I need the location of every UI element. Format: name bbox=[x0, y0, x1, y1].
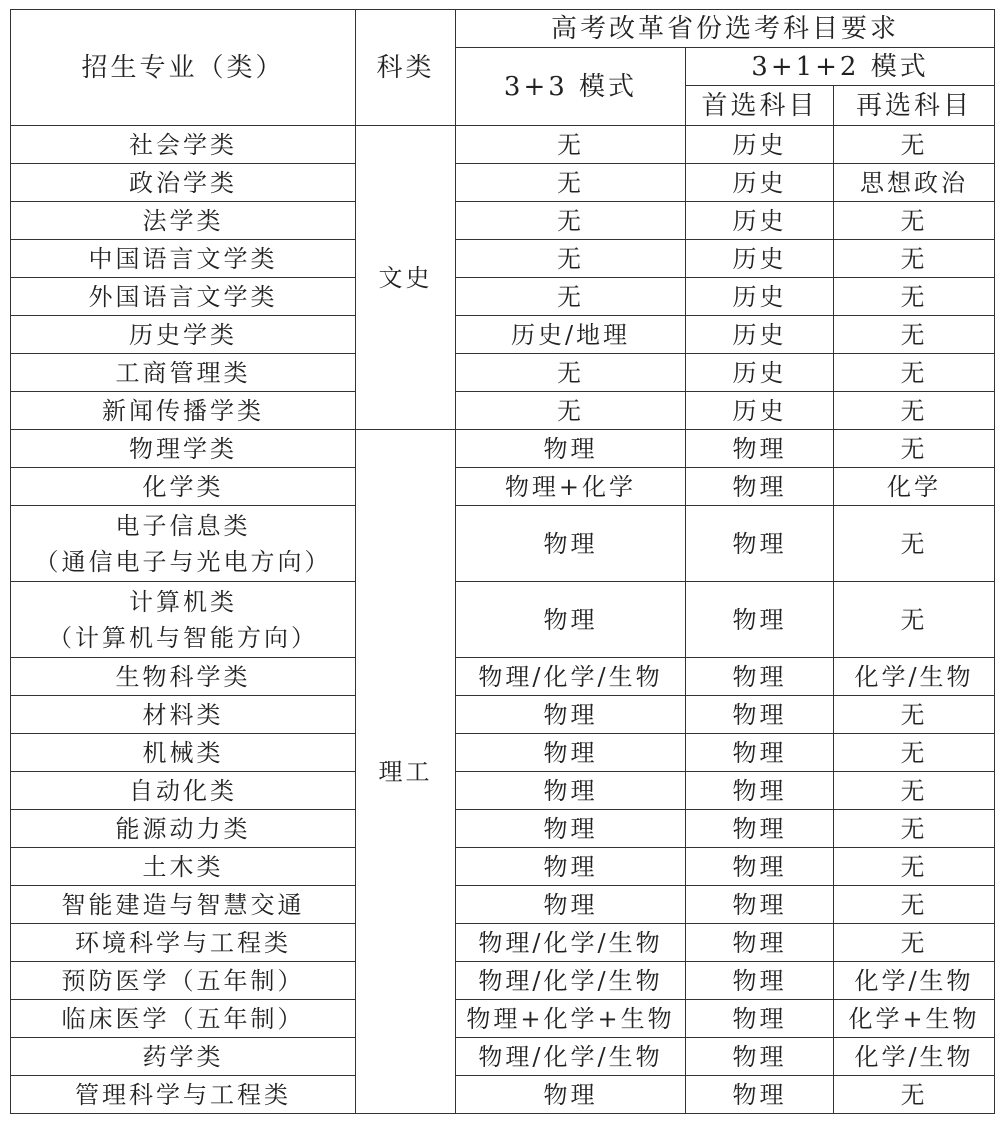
major-name: 法学类 bbox=[142, 206, 224, 235]
header-major: 招生专业（类） bbox=[11, 10, 356, 126]
re-choice-cell: 思想政治 bbox=[834, 164, 995, 202]
mode-33-cell: 无 bbox=[456, 278, 686, 316]
major-name: 工商管理类 bbox=[115, 358, 251, 387]
major-name: 物理学类 bbox=[129, 434, 237, 463]
first-choice-cell: 物理 bbox=[686, 1038, 834, 1076]
category-cell: 理工 bbox=[356, 430, 456, 1114]
header-mode-33: 3+3 模式 bbox=[456, 48, 686, 126]
re-choice-cell: 无 bbox=[834, 278, 995, 316]
mode-33-cell: 物理/化学/生物 bbox=[456, 1038, 686, 1076]
table-row bbox=[11, 430, 995, 468]
first-choice-cell: 物理 bbox=[686, 430, 834, 468]
major-cell bbox=[11, 734, 356, 772]
mode-33-cell: 物理 bbox=[456, 810, 686, 848]
first-choice-cell: 物理 bbox=[686, 658, 834, 696]
table-row bbox=[11, 962, 995, 1000]
mode-33-cell: 物理 bbox=[456, 886, 686, 924]
major-cell bbox=[11, 810, 356, 848]
header-category: 科类 bbox=[356, 10, 456, 126]
re-choice-cell: 无 bbox=[834, 354, 995, 392]
mode-33-cell: 无 bbox=[456, 392, 686, 430]
mode-33-cell: 物理 bbox=[456, 848, 686, 886]
major-name: 临床医学（五年制） bbox=[61, 1004, 305, 1033]
table-row bbox=[11, 240, 995, 278]
header-first-choice: 首选科目 bbox=[686, 86, 834, 126]
header-mode-312: 3+1+2 模式 bbox=[686, 48, 995, 86]
major-cell bbox=[11, 506, 356, 582]
re-choice-cell: 无 bbox=[834, 240, 995, 278]
re-choice-cell: 无 bbox=[834, 202, 995, 240]
table-row bbox=[11, 202, 995, 240]
major-cell bbox=[11, 202, 356, 240]
table-row bbox=[11, 886, 995, 924]
major-cell bbox=[11, 924, 356, 962]
major-cell bbox=[11, 278, 356, 316]
first-choice-cell: 物理 bbox=[686, 468, 834, 506]
mode-33-cell: 无 bbox=[456, 202, 686, 240]
major-cell bbox=[11, 658, 356, 696]
re-choice-cell: 无 bbox=[834, 316, 995, 354]
major-name: （计算机与智能方向） bbox=[48, 623, 318, 652]
major-name: 能源动力类 bbox=[115, 814, 251, 843]
mode-33-cell: 物理/化学/生物 bbox=[456, 658, 686, 696]
major-name: 生物科学类 bbox=[115, 662, 251, 691]
major-name: 土木类 bbox=[142, 852, 224, 881]
major-name: 自动化类 bbox=[129, 776, 237, 805]
first-choice-cell: 历史 bbox=[686, 354, 834, 392]
major-name: 预防医学（五年制） bbox=[61, 966, 305, 995]
major-cell bbox=[11, 468, 356, 506]
major-name: （通信电子与光电方向） bbox=[34, 547, 332, 576]
first-choice-cell: 物理 bbox=[686, 848, 834, 886]
mode-33-cell: 物理 bbox=[456, 1076, 686, 1114]
table-header bbox=[11, 10, 995, 126]
re-choice-cell: 化学+生物 bbox=[834, 1000, 995, 1038]
table-row bbox=[11, 1038, 995, 1076]
major-cell bbox=[11, 1000, 356, 1038]
major-cell bbox=[11, 430, 356, 468]
re-choice-cell: 无 bbox=[834, 734, 995, 772]
mode-33-cell: 物理+化学 bbox=[456, 468, 686, 506]
major-name: 化学类 bbox=[142, 472, 224, 501]
re-choice-cell: 无 bbox=[834, 582, 995, 658]
major-name: 外国语言文学类 bbox=[88, 282, 278, 311]
re-choice-cell: 化学 bbox=[834, 468, 995, 506]
mode-33-cell: 物理 bbox=[456, 582, 686, 658]
major-name: 计算机类 bbox=[129, 587, 237, 616]
re-choice-cell: 无 bbox=[834, 772, 995, 810]
major-cell bbox=[11, 962, 356, 1000]
re-choice-cell: 化学/生物 bbox=[834, 658, 995, 696]
table-row bbox=[11, 658, 995, 696]
major-cell bbox=[11, 164, 356, 202]
table-row bbox=[11, 278, 995, 316]
table-row bbox=[11, 164, 995, 202]
mode-33-cell: 物理+化学+生物 bbox=[456, 1000, 686, 1038]
first-choice-cell: 历史 bbox=[686, 126, 834, 164]
first-choice-cell: 物理 bbox=[686, 582, 834, 658]
mode-33-cell: 物理 bbox=[456, 696, 686, 734]
first-choice-cell: 物理 bbox=[686, 506, 834, 582]
major-cell bbox=[11, 316, 356, 354]
table-row bbox=[11, 126, 995, 164]
major-name: 环境科学与工程类 bbox=[75, 928, 291, 957]
table-body bbox=[11, 126, 995, 1114]
first-choice-cell: 物理 bbox=[686, 734, 834, 772]
first-choice-cell: 历史 bbox=[686, 278, 834, 316]
major-cell bbox=[11, 772, 356, 810]
mode-33-cell: 无 bbox=[456, 354, 686, 392]
major-name: 管理科学与工程类 bbox=[75, 1080, 291, 1109]
major-name: 历史学类 bbox=[129, 320, 237, 349]
major-name: 机械类 bbox=[142, 738, 224, 767]
mode-33-cell: 无 bbox=[456, 164, 686, 202]
header-reform-group: 高考改革省份选考科目要求 bbox=[456, 10, 995, 48]
major-cell bbox=[11, 886, 356, 924]
first-choice-cell: 历史 bbox=[686, 240, 834, 278]
re-choice-cell: 无 bbox=[834, 126, 995, 164]
first-choice-cell: 历史 bbox=[686, 164, 834, 202]
major-cell bbox=[11, 848, 356, 886]
mode-33-cell: 物理/化学/生物 bbox=[456, 962, 686, 1000]
major-name: 新闻传播学类 bbox=[102, 396, 264, 425]
table-row bbox=[11, 810, 995, 848]
major-name: 药学类 bbox=[142, 1042, 224, 1071]
major-cell bbox=[11, 392, 356, 430]
table-row bbox=[11, 848, 995, 886]
table-row bbox=[11, 506, 995, 582]
major-name: 智能建造与智慧交通 bbox=[61, 890, 305, 919]
major-name: 中国语言文学类 bbox=[88, 244, 278, 273]
first-choice-cell: 历史 bbox=[686, 392, 834, 430]
table-row bbox=[11, 924, 995, 962]
table-row bbox=[11, 582, 995, 658]
major-cell bbox=[11, 126, 356, 164]
table-row bbox=[11, 734, 995, 772]
major-cell bbox=[11, 354, 356, 392]
table-row bbox=[11, 1076, 995, 1114]
mode-33-cell: 历史/地理 bbox=[456, 316, 686, 354]
table-row bbox=[11, 1000, 995, 1038]
re-choice-cell: 化学/生物 bbox=[834, 1038, 995, 1076]
major-cell bbox=[11, 582, 356, 658]
first-choice-cell: 物理 bbox=[686, 1076, 834, 1114]
re-choice-cell: 无 bbox=[834, 1076, 995, 1114]
re-choice-cell: 无 bbox=[834, 810, 995, 848]
major-cell bbox=[11, 240, 356, 278]
table-row bbox=[11, 392, 995, 430]
first-choice-cell: 物理 bbox=[686, 924, 834, 962]
re-choice-cell: 无 bbox=[834, 506, 995, 582]
re-choice-cell: 无 bbox=[834, 848, 995, 886]
table-row bbox=[11, 316, 995, 354]
subject-requirements-table bbox=[10, 9, 995, 1114]
mode-33-cell: 无 bbox=[456, 126, 686, 164]
mode-33-cell: 物理 bbox=[456, 772, 686, 810]
mode-33-cell: 物理/化学/生物 bbox=[456, 924, 686, 962]
first-choice-cell: 物理 bbox=[686, 886, 834, 924]
mode-33-cell: 物理 bbox=[456, 506, 686, 582]
re-choice-cell: 化学/生物 bbox=[834, 962, 995, 1000]
table-row bbox=[11, 696, 995, 734]
table-row bbox=[11, 468, 995, 506]
re-choice-cell: 无 bbox=[834, 924, 995, 962]
first-choice-cell: 物理 bbox=[686, 1000, 834, 1038]
first-choice-cell: 物理 bbox=[686, 962, 834, 1000]
major-cell bbox=[11, 1038, 356, 1076]
first-choice-cell: 物理 bbox=[686, 772, 834, 810]
first-choice-cell: 物理 bbox=[686, 810, 834, 848]
category-cell: 文史 bbox=[356, 126, 456, 430]
major-name: 社会学类 bbox=[129, 130, 237, 159]
header-re-choice: 再选科目 bbox=[834, 86, 995, 126]
first-choice-cell: 物理 bbox=[686, 696, 834, 734]
table-row bbox=[11, 354, 995, 392]
first-choice-cell: 历史 bbox=[686, 316, 834, 354]
major-name: 电子信息类 bbox=[115, 511, 251, 540]
first-choice-cell: 历史 bbox=[686, 202, 834, 240]
major-name: 材料类 bbox=[142, 700, 224, 729]
re-choice-cell: 无 bbox=[834, 392, 995, 430]
major-name: 政治学类 bbox=[129, 168, 237, 197]
major-cell bbox=[11, 696, 356, 734]
mode-33-cell: 无 bbox=[456, 240, 686, 278]
re-choice-cell: 无 bbox=[834, 696, 995, 734]
re-choice-cell: 无 bbox=[834, 886, 995, 924]
table-row bbox=[11, 772, 995, 810]
re-choice-cell: 无 bbox=[834, 430, 995, 468]
mode-33-cell: 物理 bbox=[456, 734, 686, 772]
mode-33-cell: 物理 bbox=[456, 430, 686, 468]
major-cell bbox=[11, 1076, 356, 1114]
